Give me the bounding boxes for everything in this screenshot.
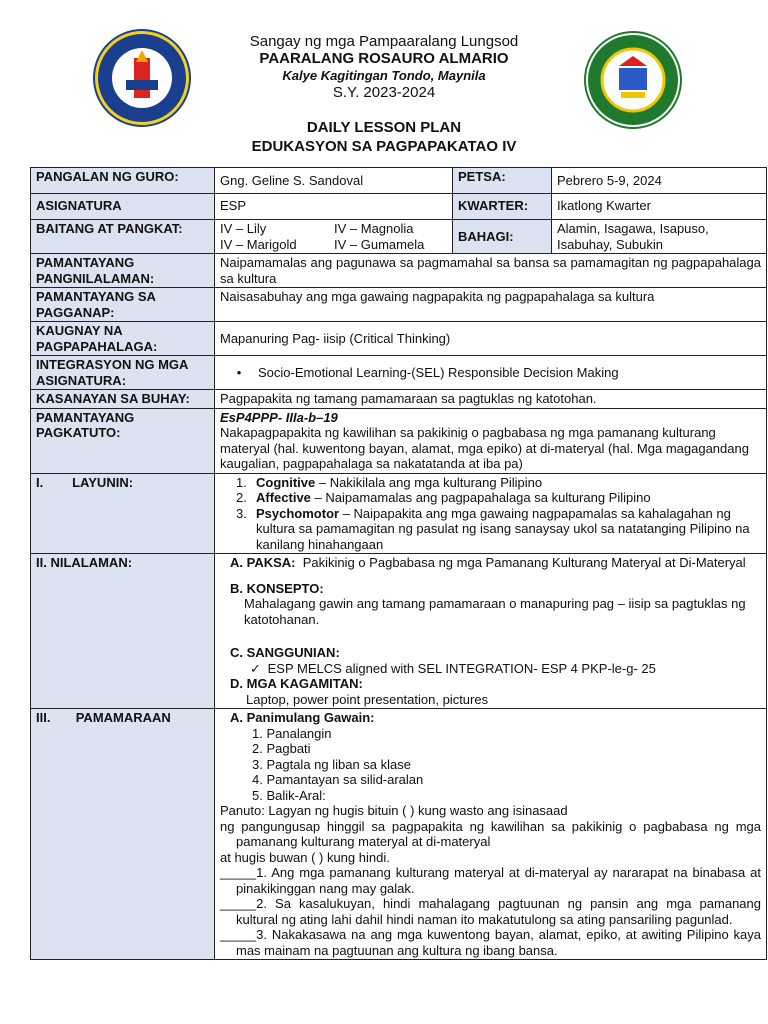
quarter-label: KWARTER: (453, 194, 552, 220)
table-row (31, 473, 767, 554)
quarter-value: Ikatlong Kwarter (552, 194, 767, 220)
subject-value: ESP (215, 194, 453, 220)
content-standard-value: Naipamamalas ang pagunawa sa pagmamahal sa bansa sa pamamagitan ng pagpapahalaga sa kultura (215, 254, 767, 288)
subject-title: EDUKASYON SA PAGPAPAKATAO IV (251, 138, 517, 155)
school-seal-logo (583, 30, 683, 130)
procedure-section (215, 709, 767, 960)
table-row (31, 288, 767, 322)
content-standard-label: PAMANTAYANG PANGNILALAMAN: (31, 254, 215, 288)
date-label: PETSA: (453, 168, 552, 194)
life-skills-label: KASANAYAN SA BUHAY: (31, 390, 215, 409)
integration-label: INTEGRASYON NG MGA ASIGNATURA: (31, 356, 215, 390)
table-row (31, 356, 767, 390)
division-seal-logo (92, 28, 192, 128)
school-header (200, 33, 568, 101)
part-value: Alamin, Isagawa, Isapuso, Isabuhay, Subukin (552, 220, 767, 254)
table-row (31, 254, 767, 288)
performance-standard-value: Naisasabuhay ang mga gawaing nagpapakita ng pagpapahalaga sa kultura (215, 288, 767, 322)
list-item: 3. Psychomotor – Naipapakita ang mga gawaing nagpapamalas sa kahalagahan ng kultura sa pamamagitan ng pasulat ng isang sanaysay ukol sa natatanging Pilipino na kanilang hinahangaan (236, 505, 750, 552)
values-label: KAUGNAY NA PAGPAPAHALAGA: (31, 322, 215, 356)
grade-section-value (215, 220, 453, 254)
question-1: _____1. Ang mga pamanang kulturang materyal at di-materyal ay nararapat na binabasa at pinakikinggan nang may galak. (220, 865, 761, 896)
concept-heading: B. KONSEPTO: (230, 580, 324, 596)
performance-standard-label: PAMANTAYANG SA PAGGANAP: (31, 288, 215, 322)
learning-standard-label: PAMANTAYANG PAGKATUTO: (31, 408, 215, 473)
procedure-label: III. PAMAMARAAN (31, 709, 215, 960)
bullet-icon: • (236, 364, 242, 380)
section-gumamela: IV – Gumamela (334, 236, 425, 252)
table-row (31, 408, 767, 473)
list-item: 2. Pagbati (252, 741, 311, 756)
section-magnolia: IV – Magnolia (334, 221, 414, 236)
table-row (31, 709, 767, 960)
instructions-line1: Panuto: Lagyan ng hugis bituin ( ) kung wasto ang isinasaad (220, 803, 568, 818)
learning-standard-value (215, 408, 767, 473)
section-lily: IV – Lily (220, 221, 267, 236)
table-row (31, 554, 767, 709)
reference-item: ✓ ESP MELCS aligned with SEL INTEGRATION- ESP 4 PKP-le-g- 25 (250, 660, 656, 676)
table-row (31, 322, 767, 356)
document-titles (0, 118, 768, 156)
content-label: II. NILALAMAN: (31, 554, 215, 709)
materials-heading: D. MGA KAGAMITAN: (230, 676, 363, 691)
division-name: Sangay ng mga Pampaaralang Lungsod (249, 33, 519, 50)
table-row (31, 194, 767, 220)
list-item: 4. Pamantayan sa silid-aralan (252, 772, 424, 787)
concept-text: Mahalagang gawin ang tamang pamamaraan o manapuring pag – iisip sa pagtuklas ng katotohanan. (244, 596, 746, 627)
life-skills-value: Pagpapakita ng tamang pamamaraan sa pagtuklas ng katotohan. (215, 390, 767, 409)
table-row (31, 168, 767, 194)
school-name: PAARALANG ROSAURO ALMARIO (259, 50, 509, 67)
teacher-value: Gng. Geline S. Sandoval (215, 168, 453, 194)
school-address: Kalye Kagitingan Tondo, Maynila (282, 68, 486, 83)
document-title: DAILY LESSON PLAN (306, 119, 462, 136)
objectives-label: I. LAYUNIN: (31, 473, 215, 554)
checkmark-icon: ✓ (250, 660, 261, 676)
school-year: S.Y. 2023-2024 (332, 84, 436, 101)
values-value: Mapanuring Pag- iisip (Critical Thinking) (215, 322, 767, 356)
instructions-line2: ng pangungusap hinggil sa pagpapakita ng kawilihan sa pakikinig o pagbabasa ng mga pamanang kulturang materyal at di-materyal (220, 818, 761, 849)
content-section (215, 554, 767, 709)
part-label: BAHAGI: (453, 220, 552, 254)
lesson-plan-table (30, 167, 767, 960)
list-item: 5. Balik-Aral: (252, 787, 326, 803)
teacher-label: PANGALAN NG GURO: (31, 168, 215, 194)
list-item: 1. Cognitive – Nakikilala ang mga kulturang Pilipino (236, 474, 543, 490)
list-item: 2. Affective – Naipamamalas ang pagpapahalaga sa kulturang Pilipino (236, 490, 651, 505)
preliminary-heading: A. Panimulang Gawain: (230, 710, 375, 725)
grade-section-label: BAITANG AT PANGKAT: (31, 220, 215, 254)
question-2: _____2. Sa kasalukuyan, hindi mahalagang pagtuunan ng pansin ang mga pamanang kultural ng ating lahi dahil hindi naman ito makatutulong sa ating pansariling pagunlad. (220, 896, 761, 927)
reference-heading: C. SANGGUNIAN: (230, 645, 340, 660)
subject-label: ASIGNATURA (31, 194, 215, 220)
competency-text: Nakapagpapakita ng kawilihan sa pakikinig o pagbabasa ng mga pamanang kulturang materyal (hal. kuwentong bayan, alamat, mga epiko) at di-materyal (hal. Mga magagandang kaugalian, pagpapahalaga sa nakatatanda at iba pa) (220, 425, 749, 471)
topic: A. PAKSA: Pakikinig o Pagbabasa ng mga Pamanang Kulturang Materyal at Di-Materyal (230, 555, 746, 570)
materials-text: Laptop, power point presentation, pictures (246, 691, 489, 707)
table-row (31, 390, 767, 409)
table-row (31, 220, 767, 254)
question-3: _____3. Nakakasawa na ang mga kuwentong bayan, alamat, epiko, at awiting Pilipino kaya mas mainam na pagtuunan ang kultura ng ibang bansa. (220, 927, 761, 958)
section-marigold: IV – Marigold (220, 236, 297, 252)
competency-code: EsP4PPP- IIIa-b–19 (220, 409, 338, 425)
objectives-list (215, 473, 767, 554)
date-value: Pebrero 5-9, 2024 (552, 168, 767, 194)
list-item: 1. Panalangin (252, 725, 332, 741)
integration-value (215, 356, 767, 390)
integration-text: Socio-Emotional Learning-(SEL) Responsible Decision Making (258, 364, 619, 380)
instructions-line3: at hugis buwan ( ) kung hindi. (220, 849, 390, 865)
list-item: 3. Pagtala ng liban sa klase (252, 756, 411, 772)
